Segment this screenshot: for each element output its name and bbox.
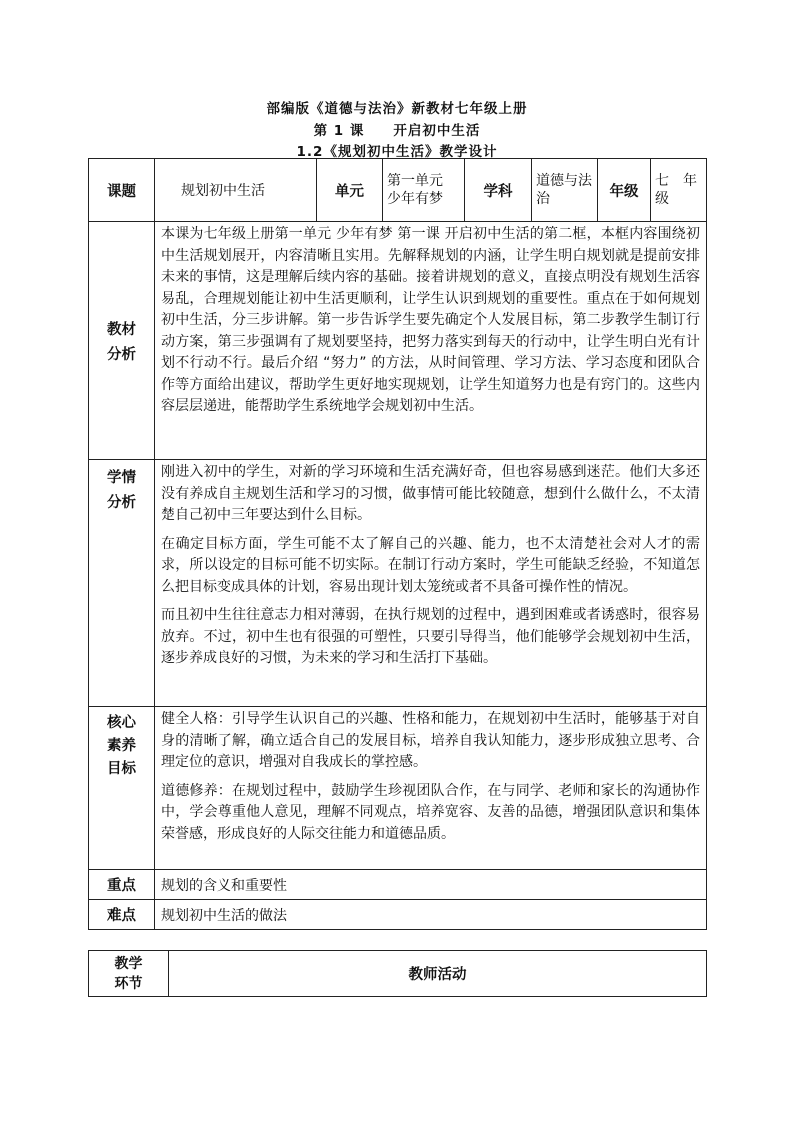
grade-label: 年级	[598, 159, 651, 222]
student-analysis-paragraph-2: 在确定目标方面，学生可能不太了解自己的兴趣、能力，也不太清楚社会对人才的需求，所以设定的目标可能不切实际。在制订行动方案时，学生可能缺乏经验，不知道怎么把目标变成具体的计划，容易出现计划太笼统或者不具备可操作性的情况。	[161, 535, 700, 595]
key-point-text: 规划的含义和重要性	[155, 870, 707, 900]
student-analysis-label-1: 学情	[107, 470, 136, 486]
difficulty-label: 难点	[89, 900, 155, 930]
key-point-row	[89, 870, 707, 900]
doc-title-line1: 部编版《道德与法治》新教材七年级上册	[266, 101, 528, 117]
topic-label: 课题	[89, 159, 155, 222]
core-goals-paragraph-1: 健全人格：引导学生认识自己的兴趣、性格和能力，在规划初中生活时，能够基于对自身的清晰了解，确立适合自己的发展目标，培养自我认知能力，逐步形成独立思考、合理定位的意识，增强对自我成长的掌控感。	[161, 711, 700, 770]
info-row	[89, 159, 707, 222]
doc-title-line2: 第 1 课 开启初中生活	[313, 123, 481, 139]
unit-value: 第一单元 少年有梦	[383, 159, 465, 222]
activity-col-teacher: 教师活动	[169, 951, 707, 997]
difficulty-row	[89, 900, 707, 930]
student-analysis-label-2: 分析	[107, 495, 136, 511]
key-point-label: 重点	[89, 870, 155, 900]
subject-value: 道德与法治	[532, 159, 598, 222]
student-analysis-paragraph-3: 而且初中生往往意志力相对薄弱，在执行规划的过程中，遇到困难或者诱惑时，很容易放弃。不过，初中生也有很强的可塑性，只要引导得当，他们能够学会规划初中生活，逐步养成良好的习惯，为未来的学习和生活打下基础。	[161, 607, 700, 666]
textbook-analysis-row	[89, 222, 707, 460]
activity-col-stage-2: 环节	[114, 975, 143, 992]
grade-value: 七 年级	[651, 159, 707, 222]
core-goals-label	[89, 707, 155, 870]
student-analysis-row	[89, 460, 707, 707]
activity-table	[88, 950, 707, 997]
unit-label: 单元	[317, 159, 383, 222]
student-analysis-label	[89, 460, 155, 707]
textbook-analysis-text: 本课为七年级上册第一单元 少年有梦 第一课 开启初中生活的第二框，本框内容围绕初中生活规划展开，内容清晰且实用。先解释规划的内涵，让学生明白规划就是提前安排未来的事情，这是理解后续内容的基础。接着讲规划的意义，直接点明没有规划生活容易乱，合理规划能让初中生活更顺利，让学生认识到规划的重要性。重点在于如何规划初中生活，分三步讲解。第一步告诉学生要先确定个人发展目标，第二步教学生制订行动方案，第三步强调有了规划要坚持，把努力落实到每天的行动中，让学生明白光有计划不行动不行。最后介绍 “努力” 的方法，从时间管理、学习方法、学习态度和团队合作等方面给出建议，帮助学生更好地实现规划，让学生知道努力也是有窍门的。这些内容层层递进，能帮助学生系统地学会规划初中生活。	[161, 226, 700, 414]
textbook-analysis-label	[89, 222, 155, 460]
doc-title-line3: 1.2《规划初中生活》教学设计	[296, 144, 498, 160]
core-goals-label-1: 核心	[107, 715, 136, 731]
core-goals-label-3: 目标	[107, 761, 136, 777]
core-goals-paragraph-2: 道德修养：在规划过程中，鼓励学生珍视团队合作，在与同学、老师和家长的沟通协作中，学会尊重他人意见，理解不同观点，培养宽容、友善的品德，增强团队意识和集体荣誉感，形成良好的人际交往能力和道德品质。	[161, 782, 700, 842]
lesson-design-table	[88, 158, 707, 930]
textbook-analysis-label-2: 分析	[107, 346, 136, 363]
topic-value: 规划初中生活	[155, 159, 317, 222]
subject-label: 学科	[465, 159, 532, 222]
activity-col-stage	[89, 951, 169, 997]
activity-col-stage-1: 教学	[114, 955, 143, 972]
core-goals-label-2: 素养	[107, 738, 136, 754]
textbook-analysis-label-1: 教材	[107, 321, 136, 338]
activity-header-row	[89, 951, 707, 997]
student-analysis-paragraph-1: 刚进入初中的学生，对新的学习环境和生活充满好奇，但也容易感到迷茫。他们大多还没有养成自主规划生活和学习的习惯，做事情可能比较随意，想到什么做什么，不太清楚自己初中三年要达到什么目标。	[161, 464, 700, 523]
core-goals-row	[89, 707, 707, 870]
difficulty-text: 规划初中生活的做法	[155, 900, 707, 930]
